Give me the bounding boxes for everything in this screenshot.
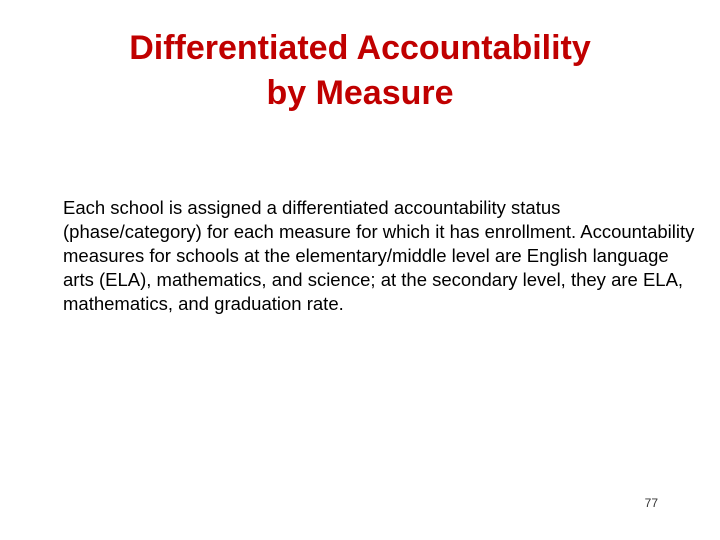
slide-body-text: Each school is assigned a differentiated accountability status (phase/category) for each measure for which it has enrollment. Accountability measures for schools at the elementary/middle level are English language arts (ELA), mathematics, and science; at the secondary level, they are ELA, mathematics, and graduation rate. (63, 197, 695, 314)
slide-title-line-2: by Measure (266, 74, 454, 112)
page-number: 77 (644, 496, 658, 510)
slide-title (40, 26, 680, 116)
slide-title-line-1: Differentiated Accountability (129, 29, 591, 67)
